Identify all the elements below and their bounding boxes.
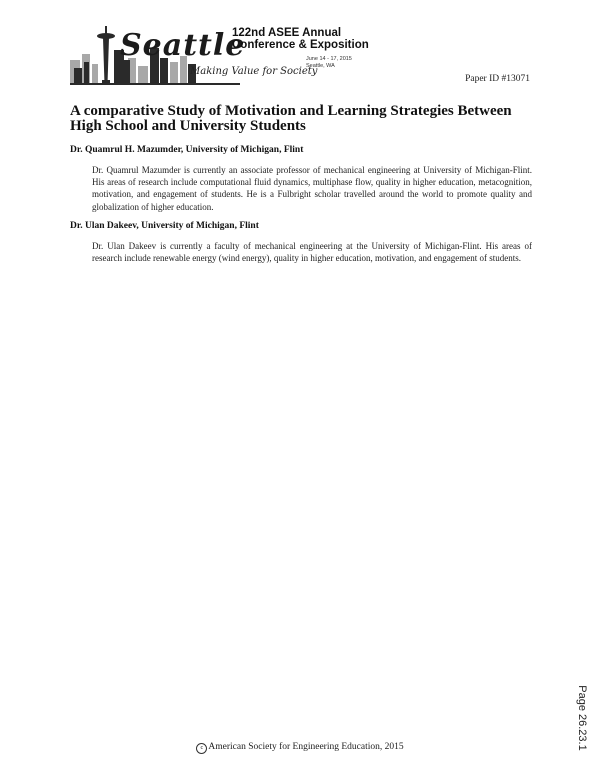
conference-location: Seattle, WA	[306, 63, 335, 69]
copyright-footer	[0, 742, 600, 754]
conference-dates	[306, 56, 352, 70]
logo-wordmark: Seattle	[120, 28, 246, 63]
logo-tagline: Making Value for Society	[190, 66, 318, 77]
page-number-label: Page 26.23.1	[576, 685, 588, 751]
paper-title: A comparative Study of Motivation and Learning Strategies Between High School and University Students	[70, 103, 512, 134]
conference-line-1: 122nd ASEE Annual	[232, 27, 342, 39]
paper-id: Paper ID #13071	[465, 74, 530, 84]
author-name: Dr. Ulan Dakeev, University of Michigan, Flint	[70, 221, 259, 231]
author-bio: Dr. Ulan Dakeev is currently a faculty of mechanical engineering at the University of Michigan-Flint. His areas of research include renewable energy (wind energy), quality in higher education, motivation, and engagement of students.	[92, 241, 532, 264]
conference-title	[232, 27, 369, 51]
conference-line-2: Conference & Exposition	[232, 39, 369, 51]
author-bio: Dr. Quamrul Mazumder is currently an associate professor of mechanical engineering at University of Michigan-Flint. His areas of research include computational fluid dynamics, multiphase flow, quality in higher education, metacognition, motivation, and engagement of students. He is a Fulbright scholar travelled around the world to promote quality and globalization of higher education.	[92, 165, 532, 212]
author-name: Dr. Quamrul H. Mazumder, University of Michigan, Flint	[70, 145, 304, 155]
conference-date-range: June 14 - 17, 2015	[306, 56, 352, 62]
copyright-icon: c	[196, 743, 207, 754]
copyright-text: American Society for Engineering Education, 2015	[208, 742, 404, 752]
